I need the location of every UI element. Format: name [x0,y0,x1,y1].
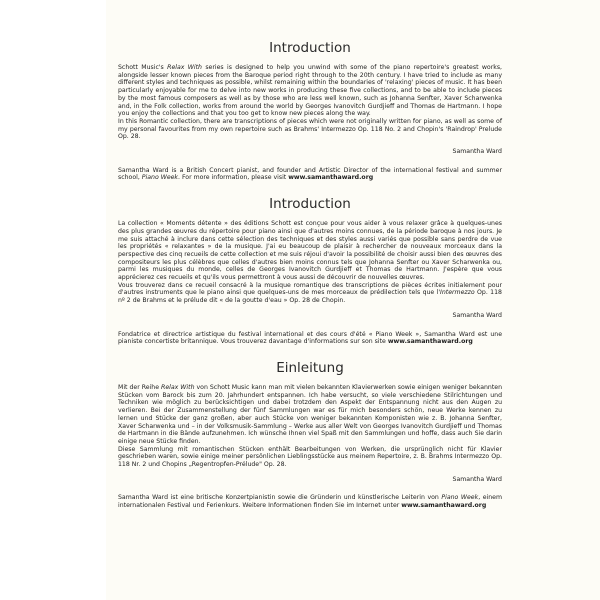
section-title-english: Introduction [269,40,351,56]
collection-paragraph-french [118,282,502,305]
website-link[interactable]: www.samanthaward.org [401,502,487,510]
piece-title: Intermezzo [440,289,475,297]
intro-paragraph-english [118,64,502,118]
series-title: Relax With [161,383,195,391]
festival-name: Piano Week [441,494,479,502]
festival-name: Piano Week [141,174,179,182]
text-run: Mit der Reihe [118,383,162,391]
section-title-german: Einleitung [276,359,344,376]
text-run: Fondatrice et directrice artistique du festival international et des cours d'été « Piano Week », Samantha Ward est une pianiste concertiste britannique. Vous trouverez davantage d'informations sur son site [118,330,502,346]
intro-paragraph-german [118,384,502,446]
collection-paragraph-english: In this Romantic collection, there are transcriptions of pieces which were not originally written for piano, as well as some of my personal favourites from my own repertoire such as Brahms' Intermezzo Op. 118 No. 2 and Chopin's 'Raindrop' Prelude Op. 28. [118,117,502,141]
section-title-french: Introduction [269,196,351,213]
bio-french [118,331,502,346]
section-french [118,196,502,346]
document-content [118,40,502,510]
series-title: Relax With [167,64,202,71]
website-link[interactable]: www.samanthaward.org [288,174,374,182]
text-run: Samantha Ward is a British Concert pianist, and founder and Artistic Director of the international festival and summer school, [118,166,502,182]
text-run: von Schott Music kann man mit vielen bekannten Klavierwerken sowie einigen weniger bekannten Stücken vom Barock bis zum 20. Jahrhundert entspannen. Ich habe versucht, so viele verschiedene Stilrichtungen und Techniken wie möglich zu berücksichtigen und dabei trotzdem den Aspekt der Entspannung nicht aus den Augen zu verlieren. Bei der Zusammenstellung der fünf Sammlungen war es für mich besonders schön, neue Werke kennen zu lernen und Stücke der ganz großen, aber auch Stücke von weniger bekannten Komponisten wie z. B. Johanna Senfter, Xaver Scharwenka und – in der Volksmusik-Sammlung – Werke aus aller Welt von Georges Ivanovitch Gurdjieff und Thomas de Hartmann in die Bände aufzunehmen. Ich wünsche Ihnen viel Spaß mit den Sammlungen und hoffe, dass auch Sie darin einige neue Stücke finden. [118,383,502,445]
text-run: , einem internationalen Festival und Ferienkurs. Weitere Informationen finden Sie im Internet unter [118,494,503,510]
intro-paragraph-french: La collection « Moments détente » des éditions Schott est conçue pour vous aider à vous relaxer grâce à quelques-unes des plus grandes œuvres du répertoire pour piano ainsi que d'autres moins connues, de la période baroque à nos jours. Je me suis attaché à inclure dans cette sélection des techniques et des styles aussi variés que possible sans perdre de vue les propriétés « relaxantes » de la musique. J'ai eu beaucoup de plaisir à rechercher de nouveaux morceaux dans la perspective des cinq recueils de cette collection et me suis réjoui d'avoir la possibilité de choisir aussi bien des œuvres des compositeurs les plus célèbres que celles d'autres bien moins connus tels que Johanna Senfter ou Xaver Scharwenka ou, parmi les musiques du monde, celles de Georges Ivanovitch Gurdjieff et Thomas de Hartmann. J'espère que vous apprécierez ces recueils et qu'ils vous permettront à vous aussi de découvrir de nouvelles œuvres. [118,220,502,282]
text-run: series is designed to help you unwind with some of the piano repertoire's greatest works, alongside lesser known pieces from the Baroque period right through to the 20th century. I have tried to include as many different styles and techniques as possible, whilst remaining within the boundaries of 'relaxing' pieces of music. It has been particularly enjoyable for me to delve into new works in producing these five collections, and to be able to include pieces by the most famous composers as well as by those who are less well known, such as Johanna Senfter, Xaver Scharwenka and, in the Folk collection, works from around the world by Georges Ivanovitch Gurdjieff and Thomas de Hartmann. I hope you enjoy the collections and that you too get to know new pieces along the way. [118,64,503,118]
text-run: Samantha Ward ist eine britische Konzertpianistin sowie die Gründerin und künstlerische Leiterin von [118,494,442,502]
website-link[interactable]: www.samanthaward.org [387,338,473,346]
section-english [118,40,502,182]
text-run: . For more information, please visit [178,174,289,182]
signature-french: Samantha Ward [452,311,502,319]
collection-paragraph-german: Diese Sammlung mit romantischen Stücken enthält Bearbeitungen von Werken, die ursprünglich nicht für Klavier geschrieben waren, sowie einige meiner persönlichen Lieblingsstücke aus meinem Repertoire, z. B. Brahms Intermezzo Op. 118 Nr. 2 und Chopins „Regentropfen-Prélude" Op. 28. [118,445,502,469]
bio-german [118,494,502,509]
signature-german: Samantha Ward [452,475,502,483]
signature-english: Samantha Ward [452,148,502,156]
bio-english [118,167,502,182]
section-german [118,360,502,510]
text-run: Vous trouverez dans ce recueil consacré à la musique romantique des transcriptions de pièces écrites initialement pour d'autres instruments que le piano ainsi que quelques-uns de mes morceaux de prédilection tels que l' [118,281,502,297]
text-run: Schott Music's [118,64,168,71]
text-run: Op. 118 nº 2 de Brahms et le prélude dit « de la goutte d'eau » Op. 28 de Chopin. [118,289,502,305]
